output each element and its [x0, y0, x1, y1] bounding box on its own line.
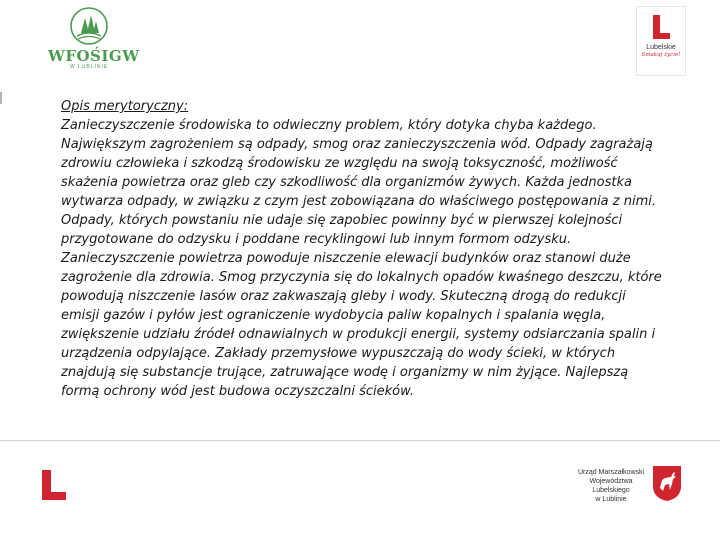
wfosigw-subtitle: W LUBLINIE: [69, 64, 109, 70]
text-line: zwiększenie udziału źródeł odnawialnych w produkcji energii, systemy odsiarczania spalin i: [61, 327, 656, 342]
wfosigw-emblem-icon: [69, 6, 109, 46]
wfosigw-name: WFOŚIGW: [48, 47, 140, 65]
content-block: [61, 97, 687, 401]
text-line: skażenia powietrza oraz gleb czy szkodliwość dla organizmów żywych. Każda jednostka: [61, 175, 632, 190]
urzad-name-line: Województwa Lubelskiego: [589, 478, 633, 494]
content-heading: Opis merytoryczny:: [61, 99, 189, 114]
wfosigw-logo: [48, 6, 140, 76]
text-line: przygotowane do odzysku i poddane recyklingowi lub innym formom odzysku.: [61, 232, 572, 247]
text-line: emisji gazów i pyłów jest ograniczenie wydobycia paliw kopalnych i spalania węgla,: [61, 308, 606, 323]
corner-line: [0, 92, 2, 104]
text-line: powodują niszczenie lasów oraz zakwaszają gleby i wody. Skuteczną drogą do redukcji: [61, 289, 626, 304]
lubelskie-l-icon: [40, 468, 68, 502]
lubelskie-logo: [636, 6, 686, 76]
text-line: Zanieczyszczenie środowiska to odwieczny problem, który dotyka chyba każdego.: [61, 118, 597, 133]
goat-coat-of-arms-icon: [651, 464, 683, 502]
text-line: Zanieczyszczenie powietrza powoduje niszczenie elewacji budynków oraz stanowi duże: [61, 251, 631, 266]
text-line: Największym zagrożeniem są odpady, smog oraz zanieczyszczenia wód. Odpady zagrażają: [61, 137, 653, 152]
urzad-name-line: Urząd Marszałkowski: [577, 469, 645, 476]
urzad-name-line: w Lublinie: [595, 496, 627, 503]
text-line: urządzenia odpylające. Zakłady przemysłowe wypuszczają do wody ścieki, w których: [61, 346, 616, 361]
text-line: znajdują się substancje trujące, zatruwające wodę i organizmy w nim żyjące. Najlepszą: [61, 365, 629, 380]
footer-lubelskie-logo: [40, 468, 68, 506]
lubelskie-tagline: Smakuj życie!: [641, 52, 681, 58]
text-line: wytwarza odpady, w związku z czym jest zobowiązana do właściwego postępowania z nimi.: [61, 194, 656, 209]
urzad-marszalkowski-logo: [575, 464, 685, 504]
text-line: formą ochrony wód jest budowa oczyszczalni ścieków.: [61, 384, 415, 399]
content-paragraph: [61, 116, 687, 401]
text-line: Odpady, których powstaniu nie udaje się zapobiec powinny być w pierwszej kolejności: [61, 213, 623, 228]
urzad-name: [575, 468, 647, 504]
lubelskie-name: Lubelskie: [646, 44, 676, 51]
footer-separator: [0, 440, 720, 441]
text-line: zagrożenie dla zdrowia. Smog przyczynia się do lokalnych opadów kwaśnego deszczu, które: [61, 270, 662, 285]
text-line: zdrowiu człowieka i szkodzą środowisku ze względu na swoją toksyczność, możliwość: [61, 156, 618, 171]
lubelskie-l-icon: [650, 13, 672, 41]
